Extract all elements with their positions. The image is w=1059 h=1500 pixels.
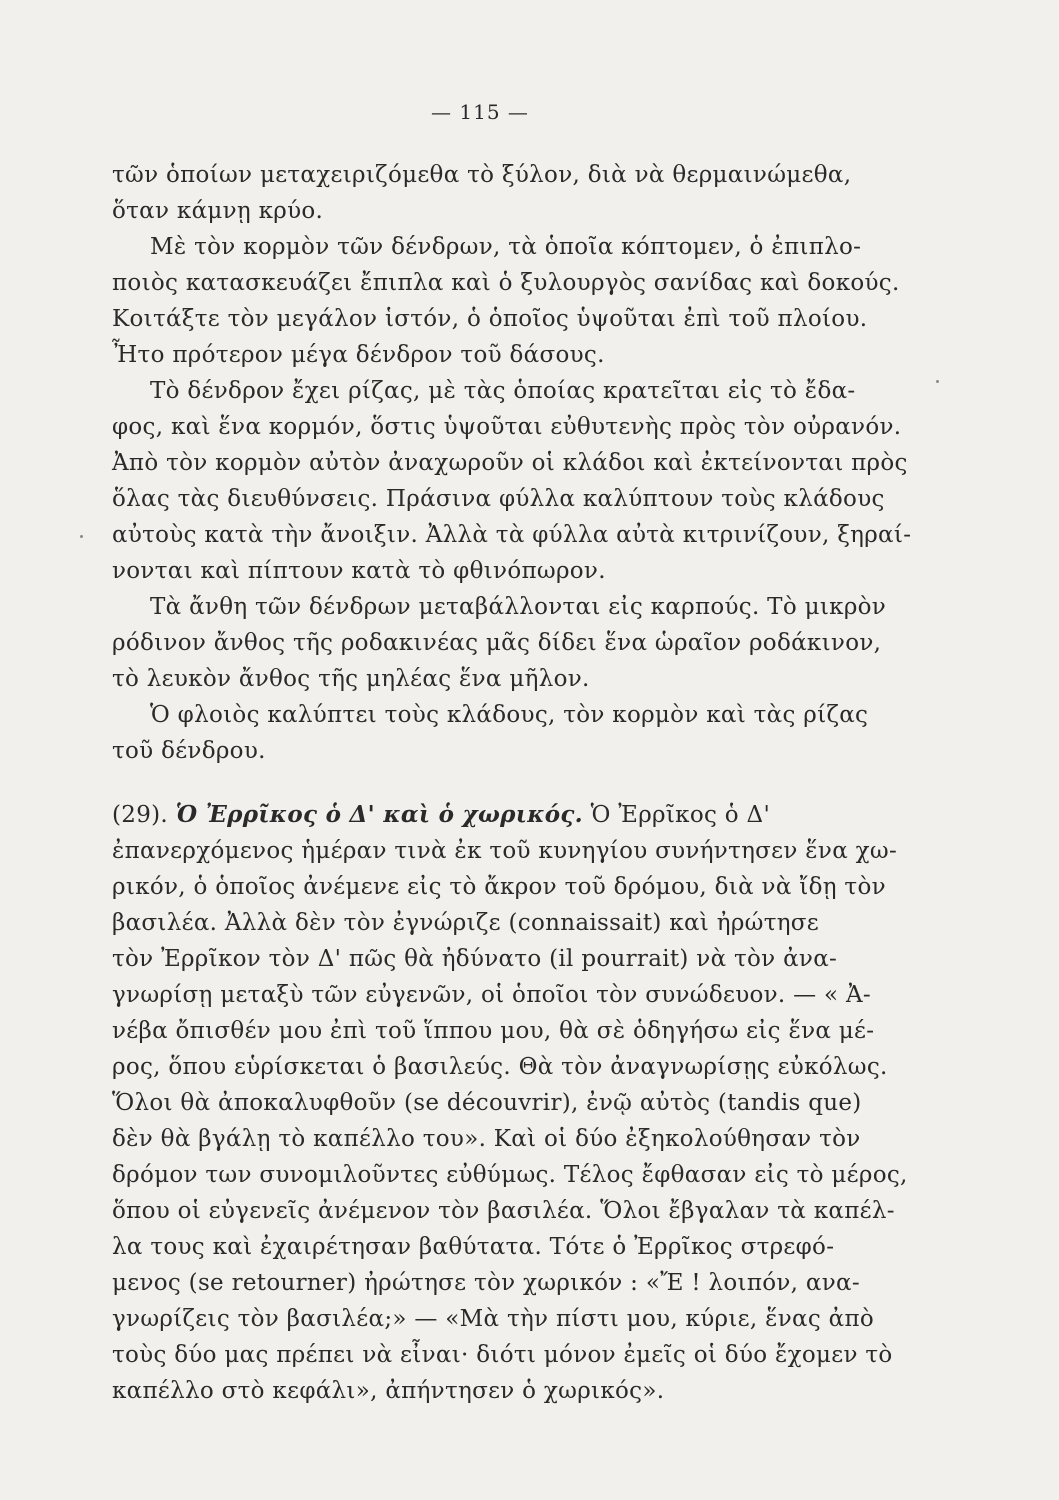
scan-speck xyxy=(936,380,939,383)
scan-speck xyxy=(80,535,83,538)
section-number: (29). xyxy=(112,802,169,828)
page-number: — 115 — xyxy=(431,100,529,124)
text-line: ἐπανερχόμενος ἡμέραν τινὰ ἐκ τοῦ κυνηγίου συνήντησεν ἕνα χω- xyxy=(112,838,898,864)
text-line: δὲν θὰ βγάλῃ τὸ καπέλλο του». Καὶ οἱ δύο ἐξηκολούθησαν τὸν xyxy=(112,1126,861,1152)
text-line: νέβα ὄπισθέν μου ἐπὶ τοῦ ἵππου μου, θὰ σὲ ὁδηγήσω εἰς ἕνα μέ- xyxy=(112,1018,875,1044)
text-line: ποιὸς κατασκευάζει ἔπιπλα καὶ ὁ ξυλουργὸς σανίδας καὶ δοκούς. xyxy=(112,270,900,296)
text-line: ρόδινον ἄνθος τῆς ροδακινέας μᾶς δίδει ἕνα ὡραῖον ροδάκινον, xyxy=(112,630,882,656)
text-line: μενος (se retourner) ἠρώτησε τὸν χωρικόν : «Ἔ ! λοιπόν, ανα- xyxy=(112,1270,860,1296)
text-line: τὸν Ἐρρῖκον τὸν Δ' πῶς θὰ ἠδύνατο (il pourrait) νὰ τὸν ἀνα- xyxy=(112,946,838,972)
text-line: βασιλέα. Ἀλλὰ δὲν τὸν ἐγνώριζε (connaissait) καὶ ἠρώτησε xyxy=(112,910,820,936)
text-line: αὐτοὺς κατὰ τὴν ἄνοιξιν. Ἀλλὰ τὰ φύλλα αὐτὰ κιτρινίζουν, ξηραί- xyxy=(112,522,912,548)
text-line: τῶν ὁποίων μεταχειριζόμεθα τὸ ξύλον, διὰ νὰ θερμαινώμεθα, xyxy=(112,162,852,188)
text-line: Ὁ φλοιὸς καλύπτει τοὺς κλάδους, τὸν κορμὸν καὶ τὰς ρίζας xyxy=(150,702,869,728)
text-line: γνωρίσῃ μεταξὺ τῶν εὐγενῶν, οἱ ὁποῖοι τὸν συνώδευον. — « Ἀ- xyxy=(112,982,872,1008)
text-line: τοὺς δύο μας πρέπει νὰ εἶναι· διότι μόνον ἐμεῖς οἱ δύο ἔχομεν τὸ xyxy=(112,1342,893,1368)
text-line: Ὅλοι θὰ ἀποκαλυφθοῦν (se découvrir), ἐνῷ αὐτὸς (tandis que) xyxy=(112,1090,862,1116)
text-line: φος, καὶ ἕνα κορμόν, ὅστις ὑψοῦται εὐθυτενὴς πρὸς τὸν οὐρανόν. xyxy=(112,414,902,440)
text-line: Τὸ δένδρον ἔχει ρίζας, μὲ τὰς ὁποίας κρατεῖται εἰς τὸ ἔδα- xyxy=(150,378,856,404)
text-line: τοῦ δένδρου. xyxy=(112,738,266,764)
text-line: καπέλλο στὸ κεφάλι», ἀπήντησεν ὁ χωρικός». xyxy=(112,1378,665,1404)
text-line: γνωρίζεις τὸν βασιλέα;» — «Μὰ τὴν πίστι μου, κύριε, ἕνας ἀπὸ xyxy=(112,1306,875,1332)
text-line: ρος, ὅπου εὑρίσκεται ὁ βασιλεύς. Θὰ τὸν ἀναγνωρίσῃς εὐκόλως. xyxy=(112,1054,888,1080)
text-line: ὅταν κάμνῃ κρύο. xyxy=(112,198,324,224)
section-heading-line xyxy=(112,800,912,830)
text-line: Ἀπὸ τὸν κορμὸν αὐτὸν ἀναχωροῦν οἱ κλάδοι καὶ ἐκτείνονται πρὸς xyxy=(112,450,908,476)
text-line: ὅπου οἱ εὐγενεῖς ἀνέμενον τὸν βασιλέα. Ὅλοι ἔβγαλαν τὰ καπέλ- xyxy=(112,1198,895,1224)
text-line: Ἦτο πρότερον μέγα δένδρον τοῦ δάσους. xyxy=(112,342,605,368)
text-line: Κοιτάξτε τὸν μεγάλον ἱστόν, ὁ ὁποῖος ὑψοῦται ἐπὶ τοῦ πλοίου. xyxy=(112,306,868,332)
text-line: λα τους καὶ ἐχαιρέτησαν βαθύτατα. Τότε ὁ Ἐρρῖκος στρεφό- xyxy=(112,1234,835,1260)
text-line: ὅλας τὰς διευθύνσεις. Πράσινα φύλλα καλύπτουν τοὺς κλάδους xyxy=(112,486,885,512)
text-line: ρικόν, ὁ ὁποῖος ἀνέμενε εἰς τὸ ἄκρον τοῦ δρόμου, διὰ νὰ ἴδῃ τὸν xyxy=(112,874,886,900)
text-line: τὸ λευκὸν ἄνθος τῆς μηλέας ἕνα μῆλον. xyxy=(112,666,590,692)
text-line: νονται καὶ πίπτουν κατὰ τὸ φθινόπωρον. xyxy=(112,558,606,584)
text-line: Τὰ ἄνθη τῶν δένδρων μεταβάλλονται εἰς καρπούς. Τὸ μικρὸν xyxy=(150,594,887,620)
section-first-line-text: Ὁ Ἐρρῖκος ὁ Δ' xyxy=(590,802,771,828)
text-line: Μὲ τὸν κορμὸν τῶν δένδρων, τὰ ὁποῖα κόπτομεν, ὁ ἐπιπλο- xyxy=(150,234,862,260)
section-title: Ὁ Ἐρρῖκος ὁ Δ' καὶ ὁ χωρικός. xyxy=(175,801,583,828)
text-line: δρόμον των συνομιλοῦντες εὐθύμως. Τέλος ἔφθασαν εἰς τὸ μέρος, xyxy=(112,1162,908,1188)
